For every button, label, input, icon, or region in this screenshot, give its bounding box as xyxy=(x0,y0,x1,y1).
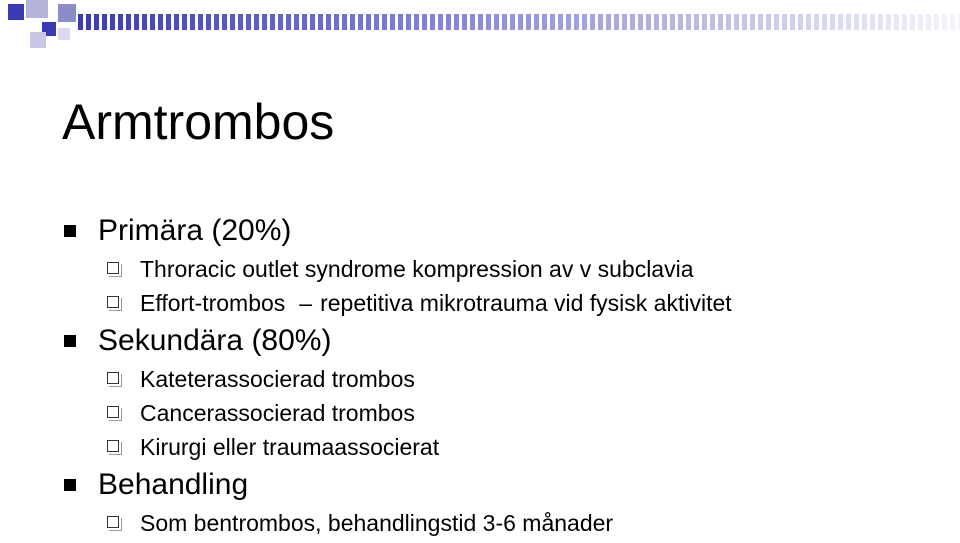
hollow-square-bullet-icon xyxy=(107,406,119,418)
section-heading xyxy=(0,464,960,506)
hollow-square-bullet-icon xyxy=(107,516,119,528)
filled-square-bullet-icon xyxy=(64,335,76,347)
section-heading-text: Behandling xyxy=(98,468,249,501)
decor-header-bar xyxy=(78,14,960,30)
decor-square xyxy=(58,28,70,40)
list-item xyxy=(0,506,960,540)
list-item xyxy=(0,286,960,320)
section-heading-text: Sekundära (80%) xyxy=(98,324,332,357)
decor-square xyxy=(58,4,76,22)
list-item-text: Som bentrombos, behandlingstid 3-6 månader xyxy=(140,510,614,536)
section-heading xyxy=(0,320,960,362)
list-item-text: Effort-trombos xyxy=(140,290,286,316)
filled-square-bullet-icon xyxy=(64,225,76,237)
list-item-text-rest: repetitiva mikrotrauma vid fysisk aktivitet xyxy=(320,290,732,316)
list-item-text: Throracic outlet syndrome kompression av v subclavia xyxy=(140,256,694,282)
hollow-square-bullet-icon xyxy=(107,296,119,308)
decor-square xyxy=(8,4,24,20)
decor-square xyxy=(30,32,46,48)
list-item xyxy=(0,362,960,396)
list-item-text: Cancerassocierad trombos xyxy=(140,400,415,426)
list-item-text: Kateterassocierad trombos xyxy=(140,366,415,392)
section-heading xyxy=(0,210,960,252)
slide-content xyxy=(0,210,960,540)
decor-square xyxy=(26,0,48,18)
filled-square-bullet-icon xyxy=(64,479,76,491)
list-item-dash: – xyxy=(299,290,313,316)
slide-title: Armtrombos xyxy=(62,94,335,150)
list-item xyxy=(0,396,960,430)
hollow-square-bullet-icon xyxy=(107,372,119,384)
list-item-text: Kirurgi eller traumaassocierat xyxy=(140,434,440,460)
section-heading-text: Primära (20%) xyxy=(98,214,292,247)
hollow-square-bullet-icon xyxy=(107,262,119,274)
list-item xyxy=(0,252,960,286)
list-item xyxy=(0,430,960,464)
hollow-square-bullet-icon xyxy=(107,440,119,452)
